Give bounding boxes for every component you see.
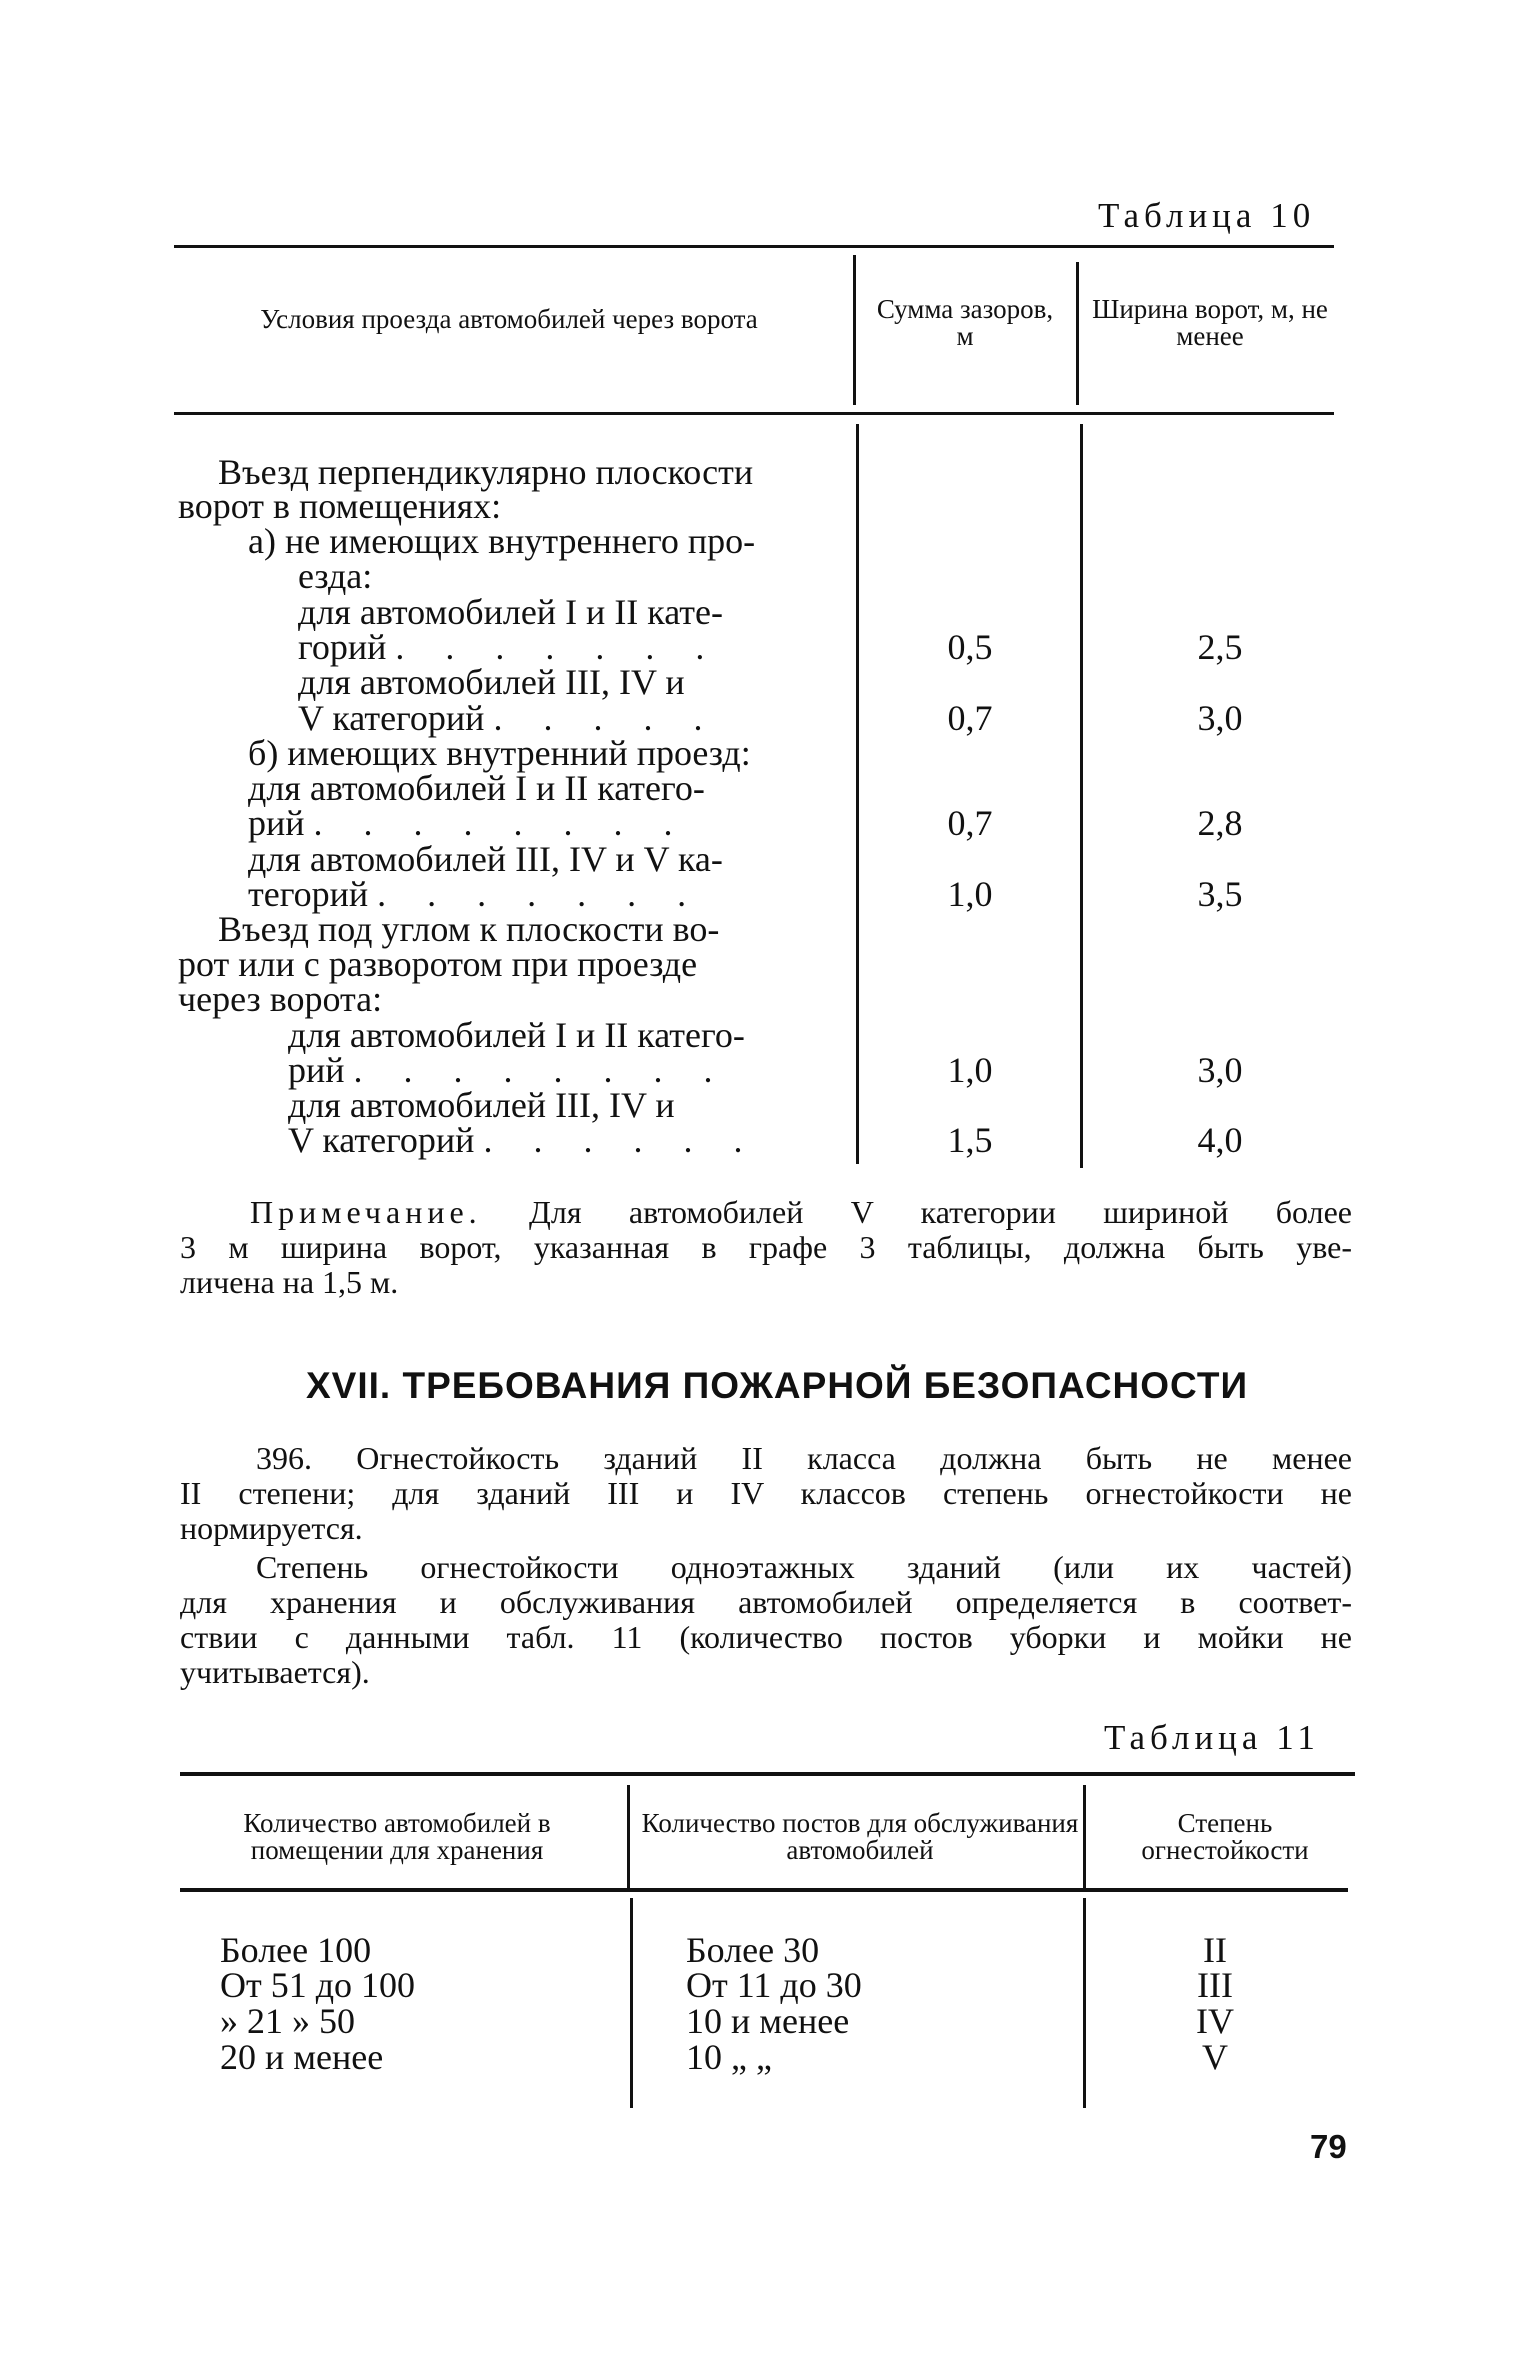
table11-cars-cell: От 51 до 100 [220, 1965, 416, 2005]
table10-width-value: 2,8 [1197, 803, 1243, 843]
table10-col-divider-2-body [1080, 424, 1083, 1168]
table10-line: горий . . . . . . . [298, 627, 721, 667]
paragraph-396: 396. Огнестойкость зданий II класса должна быть не менее II степени; для зданий III и IV классов степень огнестойкости не нормируется. [180, 1440, 1352, 1546]
table10-line: V категорий . . . . . . [288, 1120, 759, 1160]
table11-degree-cell: III [1197, 1965, 1233, 2005]
table10-line: для автомобилей I и II кате- [298, 592, 723, 632]
table10-line: V категорий . . . . . [298, 698, 719, 738]
table11-header-degree: Степень огнестойкости [1141, 1808, 1309, 1865]
table10-line: б) имеющих внутренний проезд: [248, 733, 751, 773]
table10-width-value: 4,0 [1197, 1120, 1243, 1160]
table10-line: а) не имеющих внутреннего про- [248, 521, 756, 561]
table10-line: рий . . . . . . . . [288, 1050, 729, 1090]
table11-top-rule [180, 1772, 1355, 1776]
table11-posts-cell: Более 30 [686, 1930, 820, 1970]
table10-line: Въезд под углом к плоскости во- [218, 909, 720, 949]
table11-degree-cell: V [1202, 2037, 1228, 2077]
table10-line: езда: [298, 556, 373, 596]
table10-line: Въезд перпендикулярно плоскости [218, 452, 754, 492]
table11-col-divider-2-body [1083, 1898, 1086, 2108]
table11-cars-cell: Более 100 [220, 1930, 372, 1970]
paragraph-fire-resistance: Степень огнестойкости одноэтажных зданий (или их частей) для хранения и обслуживания автомобилей определяется в соответ- ствии с данными табл. 11 (количество постов уборки и мойки не учитывается). [180, 1549, 1352, 1690]
table11-posts-cell: 10 и менее [686, 2001, 850, 2041]
table11-posts-cell: 10 „ „ [686, 2037, 772, 2077]
table11-col-divider-1-body [630, 1898, 633, 2108]
table10-line: через ворота: [178, 979, 383, 1019]
table11-degree-cell: IV [1196, 2001, 1234, 2041]
table10-line: рот или с разворотом при проезде [178, 944, 698, 984]
table11-cars-cell: » 21 » 50 [220, 2001, 355, 2041]
table11-posts-cell: От 11 до 30 [686, 1965, 862, 2005]
table11-col-divider-2 [1083, 1785, 1086, 1890]
table10-width-value: 2,5 [1197, 627, 1243, 667]
table10-col-divider-1-body [856, 424, 859, 1164]
table10-header-gap-sum: Сумма зазоров, м [876, 294, 1054, 351]
table10-header-gate-width: Ширина ворот, м, не менее [1092, 294, 1328, 351]
table11-header-rule [180, 1888, 1348, 1892]
table10-col-divider-2 [1076, 262, 1079, 405]
table11-cars-cell: 20 и менее [220, 2037, 384, 2077]
page-number: 79 [1310, 2128, 1347, 2165]
table10-line: тегорий . . . . . . . [248, 874, 703, 914]
table11-caption: Таблица 11 [1104, 1718, 1320, 1757]
table10-gap-value: 1,5 [947, 1120, 993, 1160]
table10-width-value: 3,0 [1197, 1050, 1243, 1090]
table10-width-value: 3,0 [1197, 698, 1243, 738]
table10-caption: Таблица 10 [1098, 196, 1316, 235]
table10-line: для автомобилей III, IV и V ка- [248, 839, 723, 879]
table10-line: для автомобилей I и II катего- [288, 1015, 745, 1055]
table10-gap-value: 0,7 [947, 803, 993, 843]
table11-col-divider-1 [627, 1785, 630, 1890]
table10-gap-value: 1,0 [947, 1050, 993, 1090]
table10-line: для автомобилей I и II катего- [248, 768, 705, 808]
table10-line: ворот в помещениях: [178, 486, 502, 526]
note-label: Примечание. [250, 1194, 482, 1230]
table10-line: для автомобилей III, IV и [288, 1085, 675, 1125]
table10-line: для автомобилей III, IV и [298, 662, 685, 702]
table10-gap-value: 0,5 [947, 627, 993, 667]
table10-col-divider-1 [853, 255, 856, 405]
table10-width-value: 3,5 [1197, 874, 1243, 914]
table10-note: Примечание. Для автомобилей V категории шириной более 3 м ширина ворот, указанная в графе 3 таблицы, должна быть уве- личена на 1,5 м. [180, 1194, 1353, 1300]
table11-header-cars: Количество автомобилей в помещении для хранения [243, 1808, 551, 1865]
table11-degree-cell: II [1203, 1930, 1227, 1970]
table10-header-rule [174, 412, 1334, 415]
table11-header-posts: Количество постов для обслуживания автомобилей [641, 1808, 1079, 1865]
table10-gap-value: 1,0 [947, 874, 993, 914]
table10-top-rule [174, 245, 1334, 248]
table10-gap-value: 0,7 [947, 698, 993, 738]
table10-line: рий . . . . . . . . [248, 803, 689, 843]
section-heading: XVII. ТРЕБОВАНИЯ ПОЖАРНОЙ БЕЗОПАСНОСТИ [306, 1365, 1249, 1406]
table10-header-conditions: Условия проезда автомобилей через ворота [260, 304, 758, 334]
